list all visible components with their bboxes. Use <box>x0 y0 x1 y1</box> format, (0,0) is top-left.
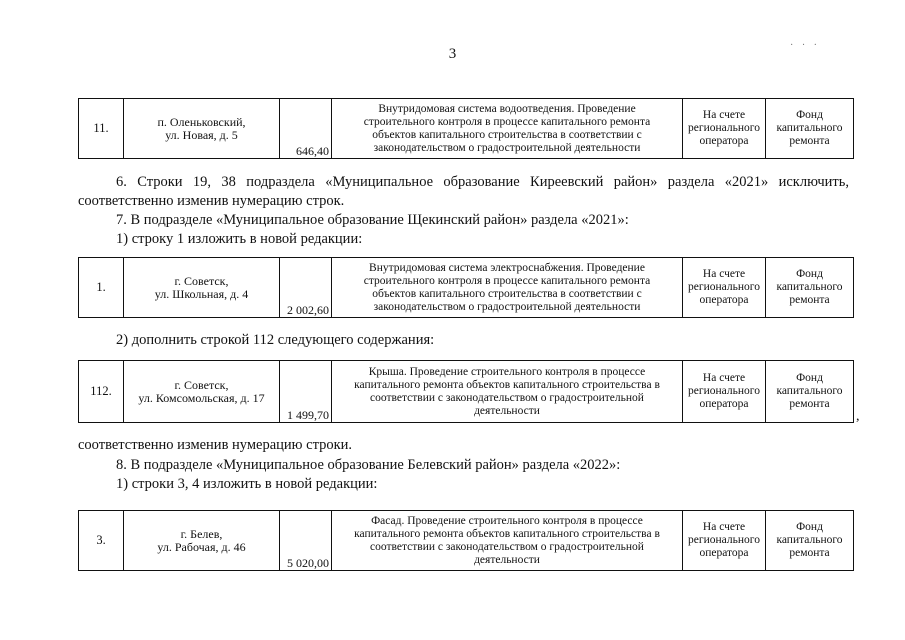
corner-mark: · · · <box>790 40 820 51</box>
account-line: оператора <box>699 294 749 306</box>
work-description-cell <box>332 361 683 423</box>
fund-cell <box>766 99 854 159</box>
fund-cell <box>766 258 854 318</box>
trailing-comma: , <box>856 409 860 424</box>
account-line: оператора <box>699 547 749 559</box>
paragraph-renumber: соответственно изменив нумерацию строки. <box>78 437 353 453</box>
fund-line: ремонта <box>789 547 830 559</box>
address-line: ул. Новая, д. 5 <box>165 127 238 142</box>
cost-cell: 1 499,70 <box>280 361 332 423</box>
table-row-3 <box>78 510 854 571</box>
account-line: На счете <box>702 521 746 533</box>
address-line: г. Советск, <box>174 273 229 288</box>
account-line: регионального <box>688 122 760 134</box>
work-description-cell <box>332 258 683 318</box>
work-line: Фасад. Проведение строительного контроля в процессе <box>371 514 643 527</box>
account-cell <box>683 511 766 571</box>
paragraph-8: 8. В подразделе «Муниципальное образование Белевский район» раздела «2022»: <box>116 457 621 473</box>
account-line: регионального <box>688 534 760 546</box>
account-line: оператора <box>699 398 749 410</box>
address-line: ул. Рабочая, д. 46 <box>157 539 246 554</box>
account-cell <box>683 361 766 423</box>
table-row-112 <box>78 360 854 423</box>
work-line: соответствии с законодательством о градостроительной <box>370 391 644 404</box>
account-line: регионального <box>688 281 760 293</box>
paragraph-7-item-1: 1) строку 1 изложить в новой редакции: <box>116 231 363 247</box>
fund-line: Фонд <box>796 268 823 280</box>
table-row-1 <box>78 257 854 318</box>
work-line: Внутридомовая система водоотведения. Проведение <box>378 102 636 115</box>
address-line: г. Белев, <box>180 526 223 541</box>
fund-line: капитального <box>776 385 843 397</box>
table-row-11 <box>78 98 854 159</box>
account-line: регионального <box>688 385 760 397</box>
fund-line: капитального <box>776 534 843 546</box>
work-line: капитального ремонта объектов капитального строительства в <box>354 527 660 540</box>
address-line: ул. Комсомольская, д. 17 <box>138 390 265 405</box>
work-line: Крыша. Проведение строительного контроля в процессе <box>368 365 646 378</box>
work-line: объектов капитального строительства в соответствии с <box>372 287 642 300</box>
work-line: Внутридомовая система электроснабжения. Проведение <box>369 261 645 274</box>
fund-cell <box>766 361 854 423</box>
fund-line: капитального <box>776 281 843 293</box>
address-cell <box>124 511 280 571</box>
account-line: На счете <box>702 372 746 384</box>
address-cell <box>124 99 280 159</box>
work-line: деятельности <box>474 553 540 566</box>
cost-cell: 5 020,00 <box>280 511 332 571</box>
account-line: оператора <box>699 135 749 147</box>
work-line: капитального ремонта объектов капитального строительства в <box>354 378 660 391</box>
fund-line: ремонта <box>789 135 830 147</box>
cost-cell: 2 002,60 <box>280 258 332 318</box>
fund-cell <box>766 511 854 571</box>
address-cell <box>124 361 280 423</box>
cost-cell: 646,40 <box>280 99 332 159</box>
fund-line: ремонта <box>789 398 830 410</box>
account-cell <box>683 258 766 318</box>
work-line: строительного контроля в процессе капитального ремонта <box>363 115 651 128</box>
address-line: п. Оленьковский, <box>157 114 246 129</box>
work-description-cell <box>332 99 683 159</box>
fund-line: Фонд <box>796 109 823 121</box>
fund-line: ремонта <box>789 294 830 306</box>
fund-line: Фонд <box>796 521 823 533</box>
work-line: соответствии с законодательством о градостроительной <box>370 540 644 553</box>
address-line: г. Советск, <box>174 377 229 392</box>
row-number: 1. <box>79 258 124 318</box>
paragraph-7: 7. В подразделе «Муниципальное образование Щекинский район» раздела «2021»: <box>116 212 629 228</box>
row-number: 3. <box>79 511 124 571</box>
row-number: 112. <box>79 361 124 423</box>
row-number: 11. <box>79 99 124 159</box>
paragraph-6-line-2: соответственно изменив нумерацию строк. <box>78 193 345 209</box>
work-description-cell <box>332 511 683 571</box>
paragraph-6-line-1: 6. Строки 19, 38 подраздела «Муниципальное образование Киреевский район» раздела «2021» исключить, <box>116 174 849 190</box>
address-cell <box>124 258 280 318</box>
work-line: деятельности <box>474 404 540 417</box>
work-line: объектов капитального строительства в соответствии с <box>372 128 642 141</box>
paragraph-7-item-2: 2) дополнить строкой 112 следующего содержания: <box>116 332 435 348</box>
account-cell <box>683 99 766 159</box>
work-line: законодательством о градостроительной деятельности <box>373 300 641 313</box>
address-line: ул. Школьная, д. 4 <box>154 286 249 301</box>
account-line: На счете <box>702 109 746 121</box>
account-line: На счете <box>702 268 746 280</box>
fund-line: капитального <box>776 122 843 134</box>
fund-line: Фонд <box>796 372 823 384</box>
work-line: строительного контроля в процессе капитального ремонта <box>363 274 651 287</box>
work-line: законодательством о градостроительной деятельности <box>373 141 641 154</box>
page-number: 3 <box>448 46 457 62</box>
paragraph-8-item-1: 1) строки 3, 4 изложить в новой редакции: <box>116 476 378 492</box>
